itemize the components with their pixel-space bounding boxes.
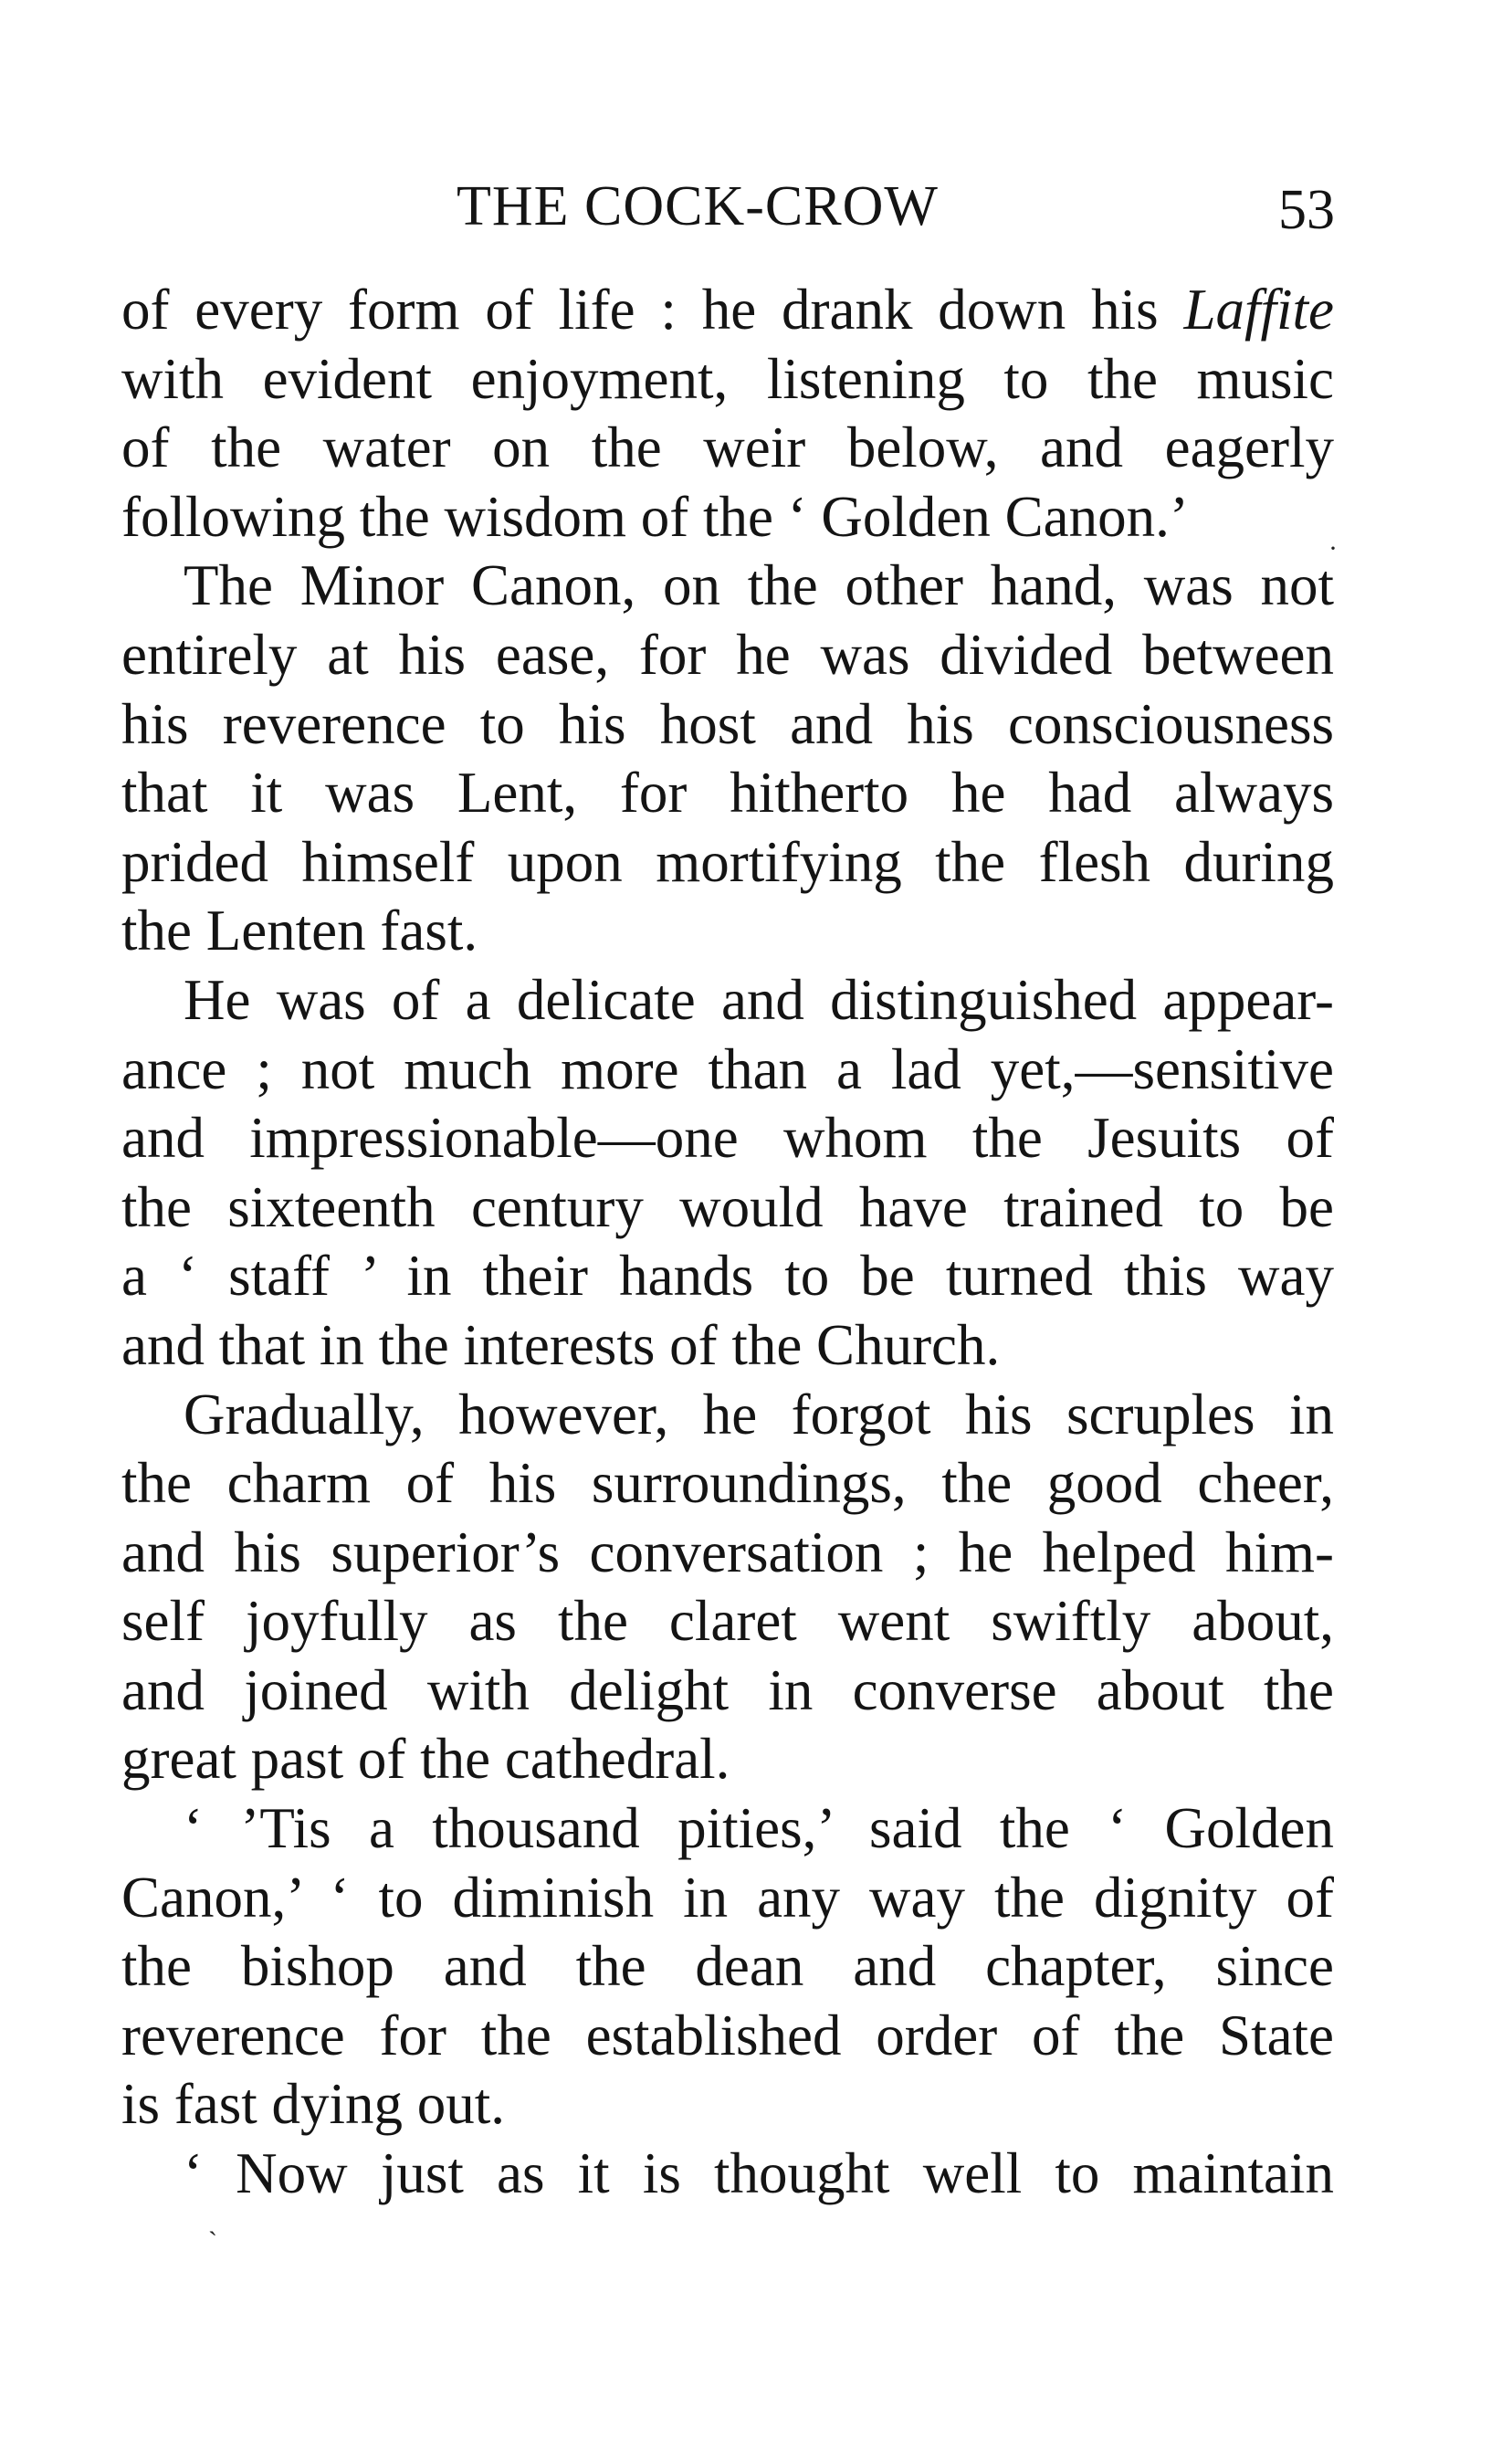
running-head: THE COCK-CROW	[457, 175, 939, 237]
text-line: ance ; not much more than a lad yet,—sensitive	[121, 1036, 1334, 1101]
text-line: great past of the cathedral.	[121, 1727, 730, 1792]
text-line: Gradually, however, he forgot his scruples in	[184, 1382, 1334, 1446]
text-line: self joyfully as the claret went swiftly about,	[121, 1589, 1334, 1654]
text-line: with evident enjoyment, listening to the music	[121, 346, 1334, 411]
text-line: the bishop and the dean and chapter, since	[121, 1934, 1334, 1999]
text-line: ‘ ’Tis a thousand pities,’ said the ‘ Golden	[184, 1796, 1334, 1861]
text-line: He was of a delicate and distinguished appear-	[184, 967, 1334, 1032]
text-line: the charm of his surroundings, the good cheer,	[121, 1451, 1334, 1516]
stray-ink-mark: ˋ	[208, 2226, 217, 2256]
text-line: and his superior’s conversation ; he helped him-	[121, 1520, 1334, 1584]
text-line: of the water on the weir below, and eagerly	[121, 415, 1334, 480]
text-line	[121, 276, 1334, 345]
text-fragment: of every form of life : he drank down his	[121, 278, 1184, 342]
page-number: 53	[1278, 179, 1335, 241]
text-line: the Lenten fast.	[121, 899, 478, 963]
text-line: his reverence to his host and his consciousness	[121, 691, 1334, 756]
page-header	[0, 170, 1512, 243]
text-line: entirely at his ease, for he was divided between	[121, 622, 1334, 687]
text-line: following the wisdom of the ‘ Golden Canon.’	[121, 484, 1189, 549]
text-line: the sixteenth century would have trained to be	[121, 1174, 1334, 1239]
text-line: a ‘ staff ’ in their hands to be turned this way	[121, 1244, 1334, 1309]
stray-ink-dot: ·	[1328, 533, 1338, 563]
text-line: The Minor Canon, on the other hand, was not	[184, 553, 1334, 618]
text-line: prided himself upon mortifying the flesh during	[121, 829, 1334, 894]
text-line: is fast dying out.	[121, 2072, 505, 2137]
text-line: and that in the interests of the Church.	[121, 1312, 1001, 1377]
text-line: reverence for the established order of the State	[121, 2003, 1334, 2067]
text-line: Canon,’ ‘ to diminish in any way the dignity of	[121, 1865, 1334, 1930]
text-line: and impressionable—one whom the Jesuits of	[121, 1106, 1334, 1171]
italic-term: Laffite	[1183, 278, 1334, 342]
text-line: ‘ Now just as it is thought well to maintain	[184, 2141, 1334, 2206]
text-line: that it was Lent, for hitherto he had always	[121, 761, 1334, 826]
text-line: and joined with delight in converse about the	[121, 1657, 1334, 1722]
body-text	[121, 276, 1334, 2209]
